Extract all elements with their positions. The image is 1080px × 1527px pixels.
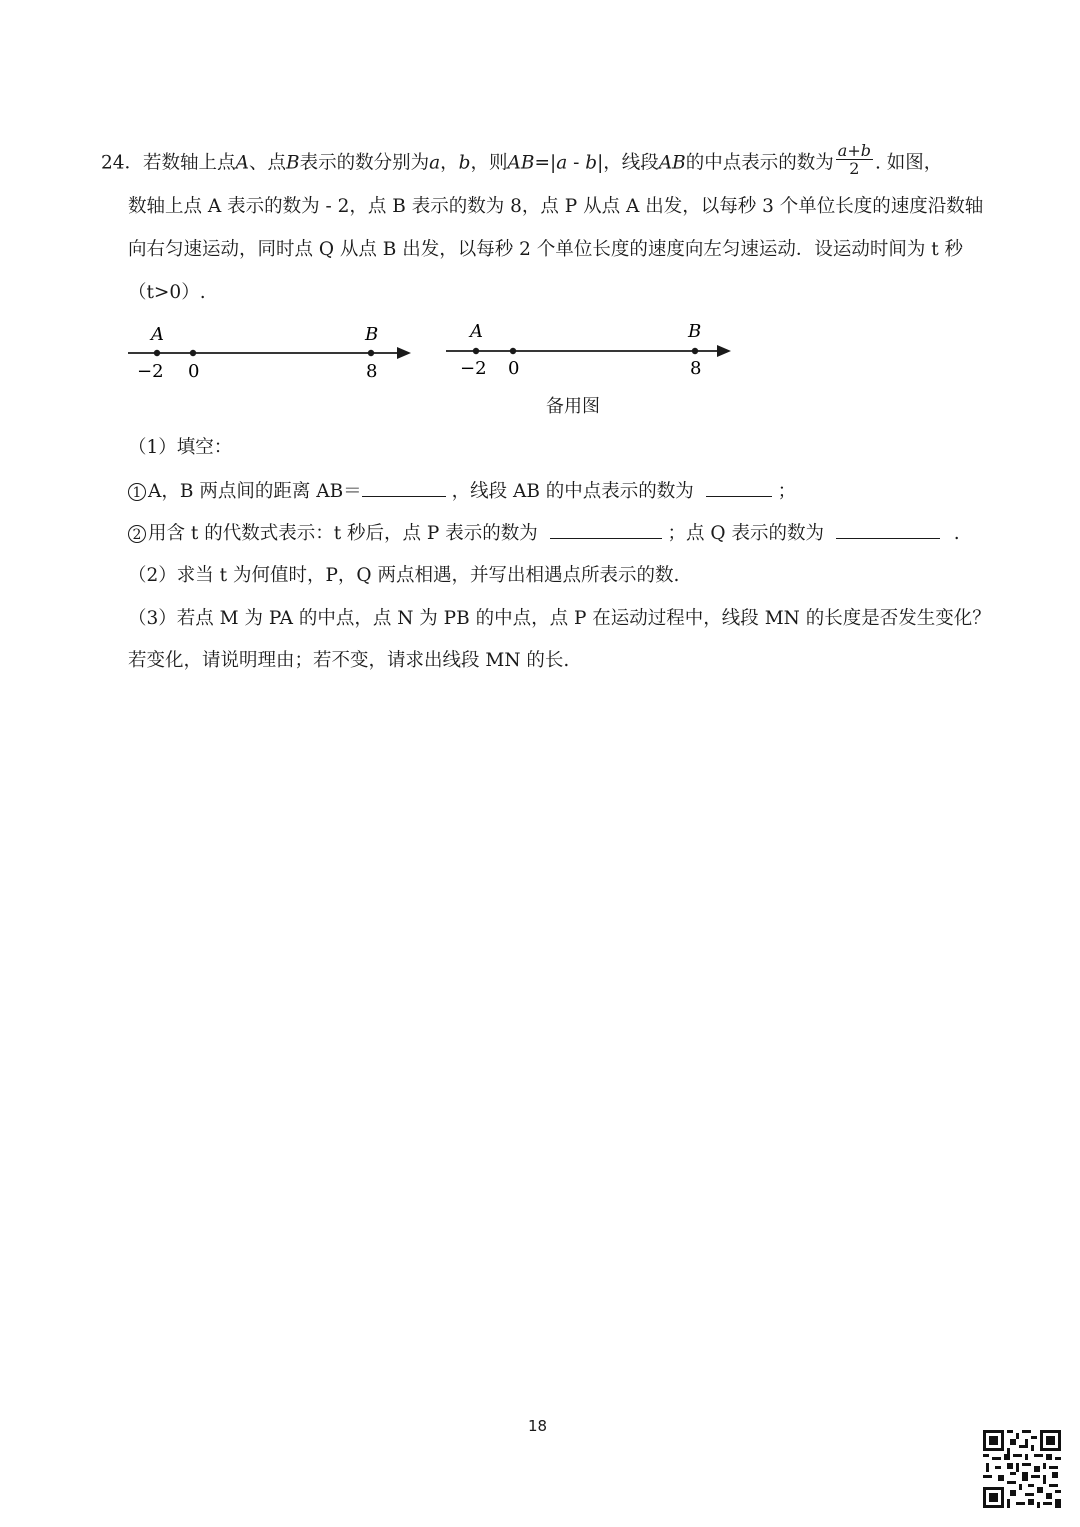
point-b-label: B — [688, 321, 702, 342]
question-1-part-1: 1 A，B 两点间的距离 AB＝ ，线段 AB 的中点表示的数为 ； — [128, 478, 796, 505]
page-number: 18 — [528, 1417, 548, 1435]
question-3-line-1: （3）若点 M 为 PA 的中点，点 N 为 PB 的中点，点 P 在运动过程中，线段 MN 的长度是否发生变化？ — [128, 608, 991, 629]
circled-number-1: 1 — [128, 483, 146, 501]
answer-blank-distance[interactable] — [362, 478, 446, 497]
tick-label-a: −2 — [137, 361, 164, 382]
number-line-figure — [125, 322, 425, 382]
question-1-heading: （1）填空： — [128, 437, 233, 458]
problem-number: 24． — [101, 152, 144, 174]
problem-line-3: 向右匀速运动，同时点 Q 从点 B 出发，以每秒 2 个单位长度的速度向左匀速运动．设运动时间为 t 秒 — [128, 239, 964, 260]
tick-label-b: 8 — [366, 361, 378, 382]
spare-number-line-figure — [443, 320, 743, 380]
answer-blank-midpoint[interactable] — [706, 478, 772, 497]
midpoint-fraction: $\frac{a+b}{2}$ — [837, 141, 871, 178]
question-1-part-2: 2 用含 t 的代数式表示：t 秒后，点 P 表示的数为 ；点 Q 表示的数为 . — [128, 520, 960, 547]
point-b-label: B — [365, 324, 379, 345]
problem-line-1: 24．若数轴上点A、点B表示的数分别为a，b，则AB=|a - b|，线段AB的中点表示的数为 $\frac{a+b}{2}$ . 如图， — [101, 141, 943, 178]
qr-code-icon — [983, 1430, 1061, 1508]
problem-line-4: （t>0）. — [128, 282, 206, 303]
point-a-label: A — [151, 324, 164, 345]
answer-blank-point-q[interactable] — [836, 520, 940, 539]
question-2: （2）求当 t 为何值时，P，Q 两点相遇，并写出相遇点所表示的数. — [128, 565, 680, 586]
tick-label-zero: 0 — [508, 358, 520, 379]
tick-label-a: −2 — [460, 358, 487, 379]
problem-line-2: 数轴上点 A 表示的数为 - 2，点 B 表示的数为 8，点 P 从点 A 出发，以每秒 3 个单位长度的速度沿数轴 — [128, 196, 984, 217]
point-a-label: A — [470, 321, 483, 342]
tick-label-b: 8 — [690, 358, 702, 379]
tick-label-zero: 0 — [188, 361, 200, 382]
circled-number-2: 2 — [128, 525, 146, 543]
answer-blank-point-p[interactable] — [550, 520, 662, 539]
question-3-line-2: 若变化，请说明理由；若不变，请求出线段 MN 的长. — [128, 650, 570, 671]
spare-figure-caption: 备用图 — [546, 396, 600, 417]
